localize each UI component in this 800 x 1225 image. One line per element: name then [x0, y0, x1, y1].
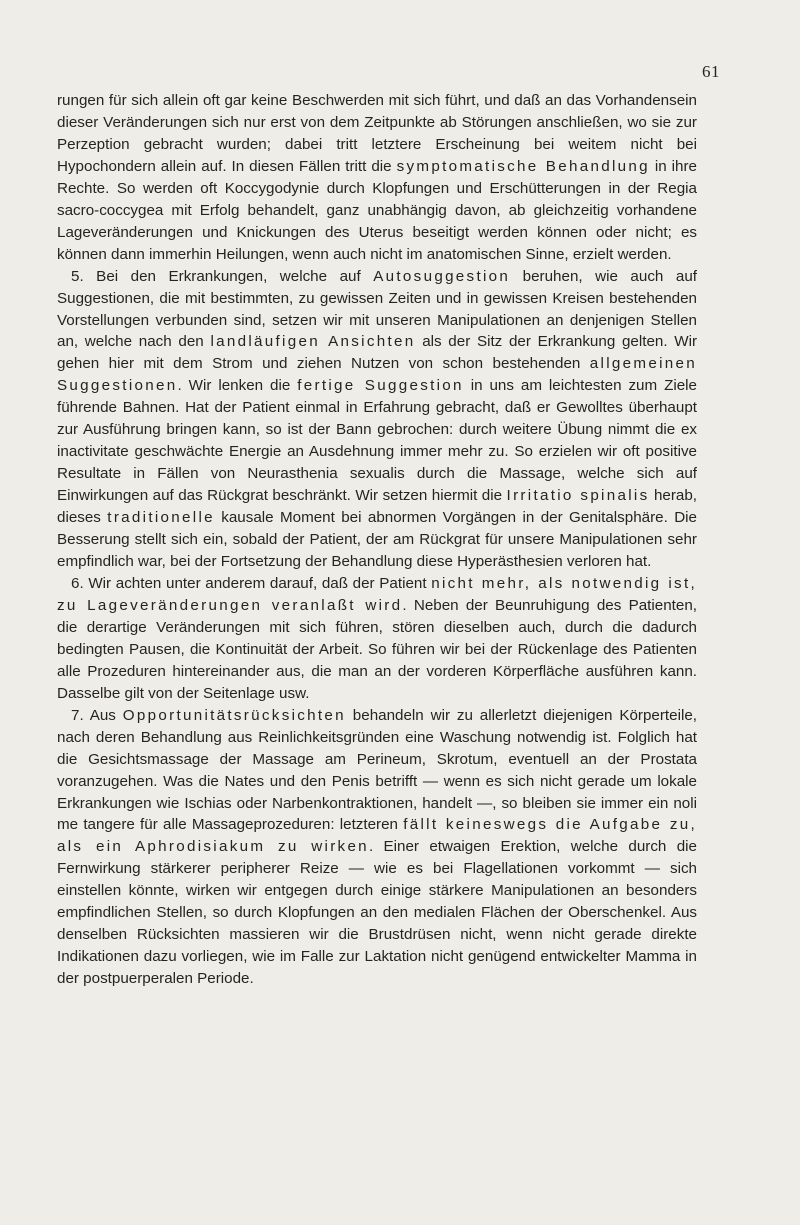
- emphasized-spaced-text: landläufigen Ansichten: [210, 333, 416, 351]
- text-run: 7. Aus: [71, 706, 123, 724]
- text-run: . Einer etwaigen Erektion, welche durch die Fernwirkung stärkerer peripherer Reize — wie es bei Flagellationen vorkommt — sich einstellen könnte, wirken wir entgegen durch einige stärkere Manipulationen an besonders empfindlichen Stellen, so durch Klopfungen an den medialen Flächen der Oberschenkel. Aus denselben Rücksichten massieren wir die Brustdrüsen nicht, wenn nicht gerade direkte Indikationen dazu vorliegen, wie im Falle zur Laktation nicht genügend entwickelter Mamma in der postpuerperalen Periode.: [57, 838, 697, 988]
- emphasized-spaced-text: nicht mehr, als notwendig ist, zu Lageveränderungen veranlaßt wird: [57, 574, 697, 614]
- text-run: in uns am leichtesten zum Ziele führende Bahnen. Hat der Patient einmal in Erfahrung gebracht, daß er Gewolltes überhaupt zur Ausführung bringen kann, so ist der Bann gebrochen: durch weitere Übung nimmt die ex inactivitate geschwächte Energie an Ausdehnung immer mehr zu. So erzielen wir oft positive Resultate in Fällen von Neurasthenia sexualis durch die Massage, welche sich auf Einwirkungen auf das Rückgrat beschränkt. Wir setzen hiermit die: [57, 377, 697, 505]
- paragraph-6-lageveraenderungen: [57, 573, 697, 705]
- text-run: . Neben der Beunruhigung des Patienten, die derartige Veränderungen mit sich führen, stören dieselben auch, durch die dadurch bedingten Pausen, die Kontinuität der Arbeit. So führen wir bei der Rückenlage des Patienten alle Prozeduren hintereinander aus, die man an der vorderen Körperfläche ausführen kann. Dasselbe gilt von der Seitenlage usw.: [57, 596, 697, 702]
- text-run: 5. Bei den Erkrankungen, welche auf: [71, 267, 374, 285]
- emphasized-spaced-text: Opportunitätsrücksichten: [122, 706, 346, 724]
- paragraph-5-autosuggestion: [57, 266, 697, 573]
- text-run: 6. Wir achten unter anderem darauf, daß der Patient: [71, 574, 432, 592]
- text-run: in ihre Rechte. So werden oft Koccygodynie durch Klopfungen und Erschütterungen in der Regia sacro-coccygea mit Erfolg behandelt, ganz unabhängig davon, ab gleichzeitig vorhandene Lageveränderungen und Knickungen des Uterus beseitigt werden können oder nicht; es können dann immerhin Heilungen, wenn auch nicht im anatomischen Sinne, erzielt werden.: [57, 157, 698, 263]
- emphasized-spaced-text: traditionelle: [107, 509, 215, 527]
- emphasized-spaced-text: fertige Suggestion: [297, 377, 464, 395]
- emphasized-spaced-text: allgemeinen Suggestionen: [57, 355, 697, 395]
- text-run: . Wir lenken die: [177, 377, 298, 395]
- emphasized-spaced-text: fällt keineswegs die Aufgabe zu, als ein Aphrodisiakum zu wirken: [57, 816, 697, 856]
- emphasized-spaced-text: symptomatische Behandlung: [396, 157, 650, 175]
- emphasized-spaced-text: Autosuggestion: [373, 267, 511, 285]
- paragraph-continuation: [57, 90, 697, 266]
- emphasized-spaced-text: Irritatio spinalis: [506, 487, 650, 505]
- text-run: rungen für sich allein oft gar keine Beschwerden mit sich führt, und daß an das Vorhandensein dieser Veränderungen sich nur erst von dem Zeitpunkte ab Störungen anschließen, wo sie zur Perzeption gebracht wurden; dabei tritt letztere Erscheinung bei weitem nicht bei Hypochondern allein auf. In diesen Fällen tritt die: [57, 92, 697, 175]
- body-text: [57, 90, 697, 990]
- text-run: herab, dieses: [57, 487, 698, 527]
- paragraph-7-opportunitaet: [57, 705, 697, 990]
- page-number: 61: [702, 62, 720, 81]
- text-run: behandeln wir zu allerletzt diejenigen Körperteile, nach deren Behandlung aus Reinlichkeitsgründen eine Waschung notwendig ist. Folglich hat die Gesichtsmassage der Massage am Perineum, Skrotum, eventuell an der Prostata voranzugehen. Was die Nates und den Penis betrifft — wenn es sich nicht gerade um lokale Erkrankungen wie Ischias oder Narbenkontraktionen, handelt —, so bleiben sie immer ein noli me tangere für alle Massageprozeduren: letzteren: [57, 706, 697, 834]
- text-run: kausale Moment bei abnormen Vorgängen in der Genitalsphäre. Die Besserung stellt sich ein, sobald der Patient, der am Rückgrat für unsere Manipulationen sehr empfindlich war, bei der Fortsetzung der Behandlung diese Hyperästhesien verloren hat.: [57, 509, 698, 571]
- text-run: beruhen, wie auch auf Suggestionen, die mit bestimmten, zu gewissen Zeiten und in gewissen Kreisen bestehenden Vorstellungen verbunden sind, setzen wir mit unseren Manipulationen an denjenigen Stellen an, welche nach den: [57, 267, 697, 351]
- text-run: als der Sitz der Erkrankung gelten. Wir gehen hier mit dem Strom und ziehen Nutzen von schon bestehenden: [57, 333, 698, 373]
